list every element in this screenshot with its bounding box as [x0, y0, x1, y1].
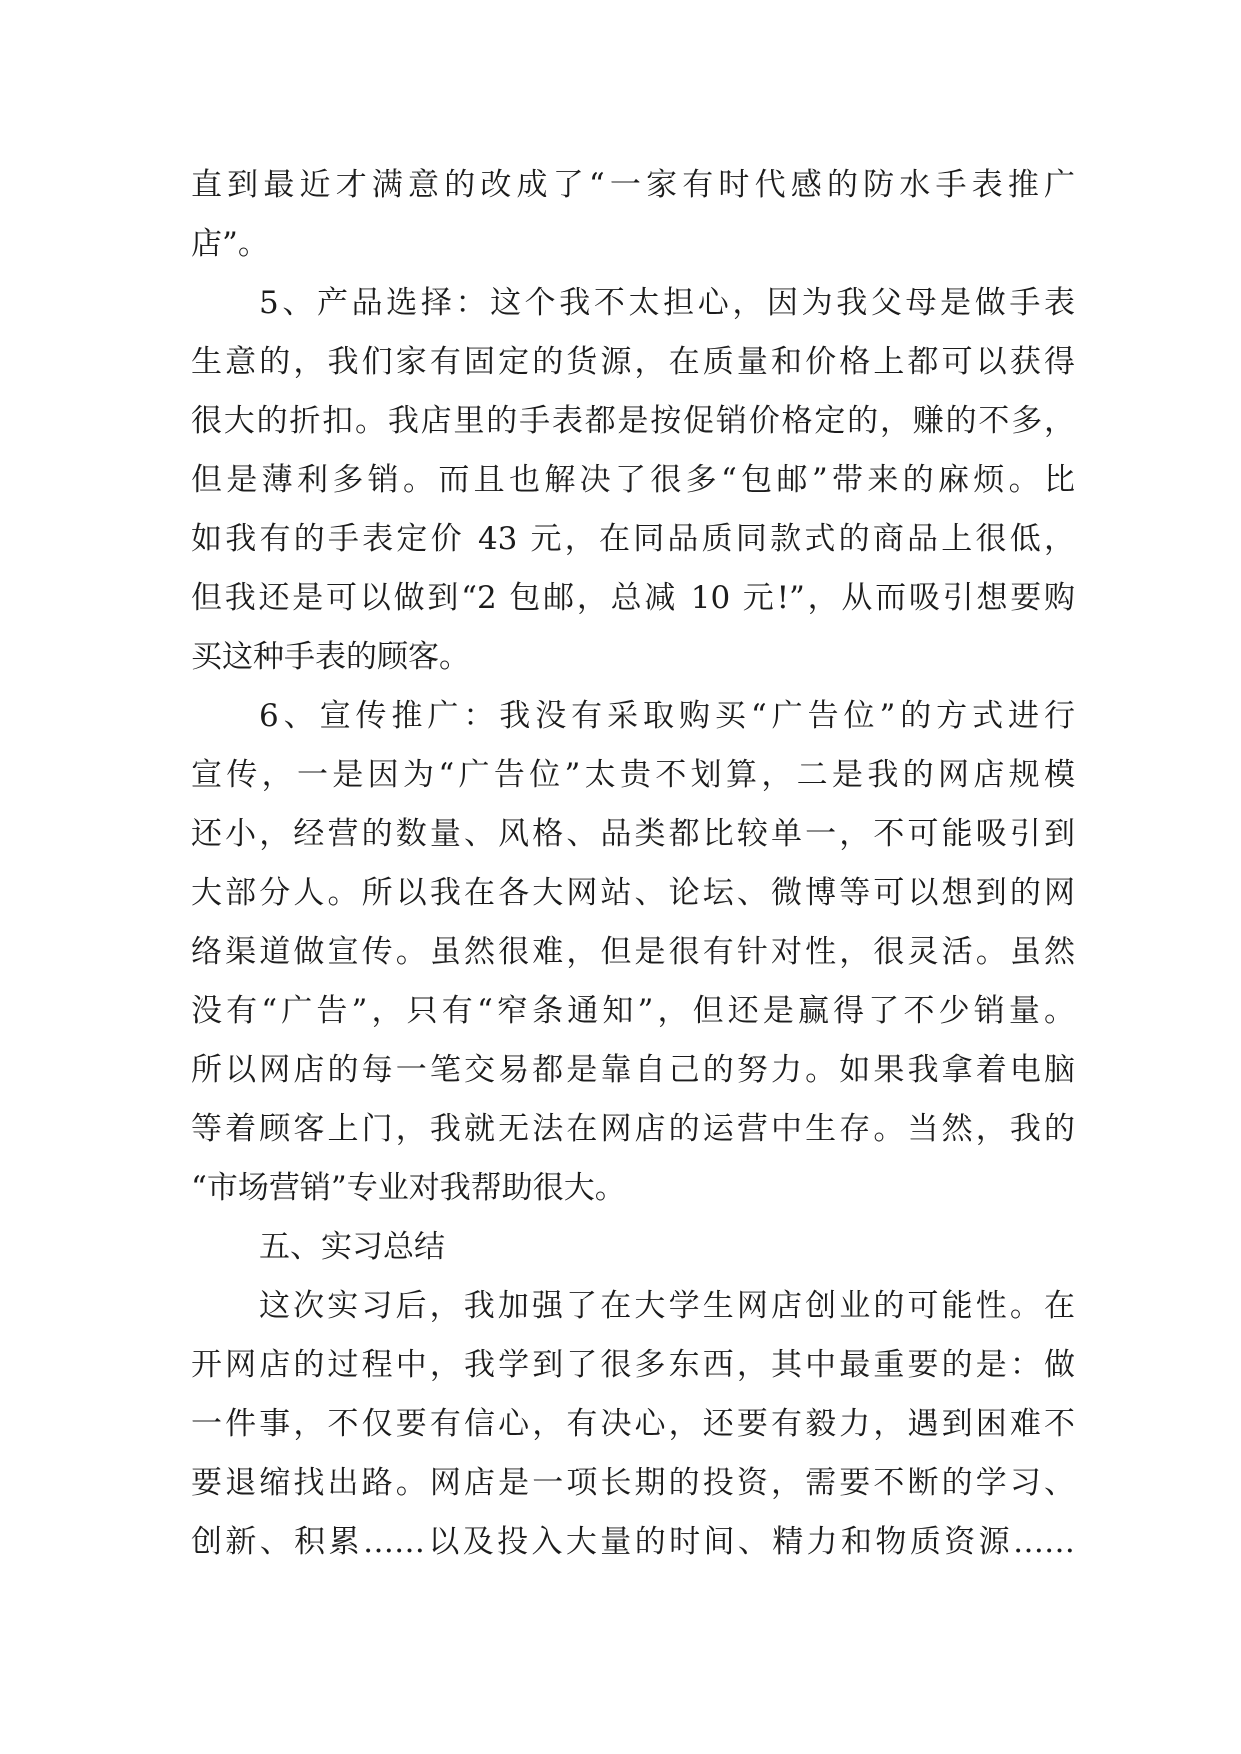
section-heading-summary	[191, 1218, 1075, 1277]
text-line: 络渠道做宣传。虽然很难，但是很有针对性，很灵活。虽然	[191, 934, 1075, 970]
text-line: 很大的折扣。我店里的手表都是按促销价格定的，赚的不多，	[191, 403, 1075, 439]
paragraph-product-selection	[191, 274, 1075, 687]
text-line: 但是薄利多销。而且也解决了很多“包邮”带来的麻烦。比	[191, 462, 1075, 498]
text-line: 买这种手表的顾客。	[191, 639, 470, 675]
text-line: 一件事，不仅要有信心，有决心，还要有毅力，遇到困难不	[191, 1406, 1075, 1442]
text-line: 直到最近才满意的改成了“一家有时代感的防水手表推广	[191, 167, 1075, 203]
text-line: 创新、积累……以及投入大量的时间、精力和物质资源……	[191, 1524, 1075, 1560]
text-line: 生意的，我们家有固定的货源，在质量和价格上都可以获得	[191, 344, 1075, 380]
text-line: 要退缩找出路。网店是一项长期的投资，需要不断的学习、	[191, 1465, 1075, 1501]
body-text	[191, 156, 1075, 1572]
text-line: 没有“广告”，只有“窄条通知”，但还是赢得了不少销量。	[191, 993, 1075, 1029]
text-line: 开网店的过程中，我学到了很多东西，其中最重要的是：做	[191, 1347, 1075, 1383]
text-line: 还小，经营的数量、风格、品类都比较单一，不可能吸引到	[191, 816, 1075, 852]
text-line: 所以网店的每一笔交易都是靠自己的努力。如果我拿着电脑	[191, 1052, 1075, 1088]
text-line: 但我还是可以做到“2 包邮，总减 10 元!”，从而吸引想要购	[191, 580, 1075, 616]
text-line: 这次实习后，我加强了在大学生网店创业的可能性。在	[259, 1288, 1075, 1324]
text-line: 6、宣传推广：我没有采取购买“广告位”的方式进行	[259, 698, 1075, 734]
text-line: 5、产品选择：这个我不太担心，因为我父母是做手表	[259, 285, 1075, 321]
text-line: 如我有的手表定价 43 元，在同品质同款式的商品上很低，	[191, 521, 1075, 557]
paragraph-shop-name-continued	[191, 156, 1075, 274]
text-line: 宣传，一是因为“广告位”太贵不划算，二是我的网店规模	[191, 757, 1075, 793]
text-line: 等着顾客上门，我就无法在网店的运营中生存。当然，我的	[191, 1111, 1075, 1147]
paragraph-summary	[191, 1277, 1075, 1572]
section-heading: 五、实习总结	[259, 1229, 445, 1265]
text-line: “市场营销”专业对我帮助很大。	[191, 1170, 626, 1206]
text-line: 店”。	[191, 226, 269, 262]
paragraph-promotion	[191, 687, 1075, 1218]
text-line: 大部分人。所以我在各大网站、论坛、微博等可以想到的网	[191, 875, 1075, 911]
